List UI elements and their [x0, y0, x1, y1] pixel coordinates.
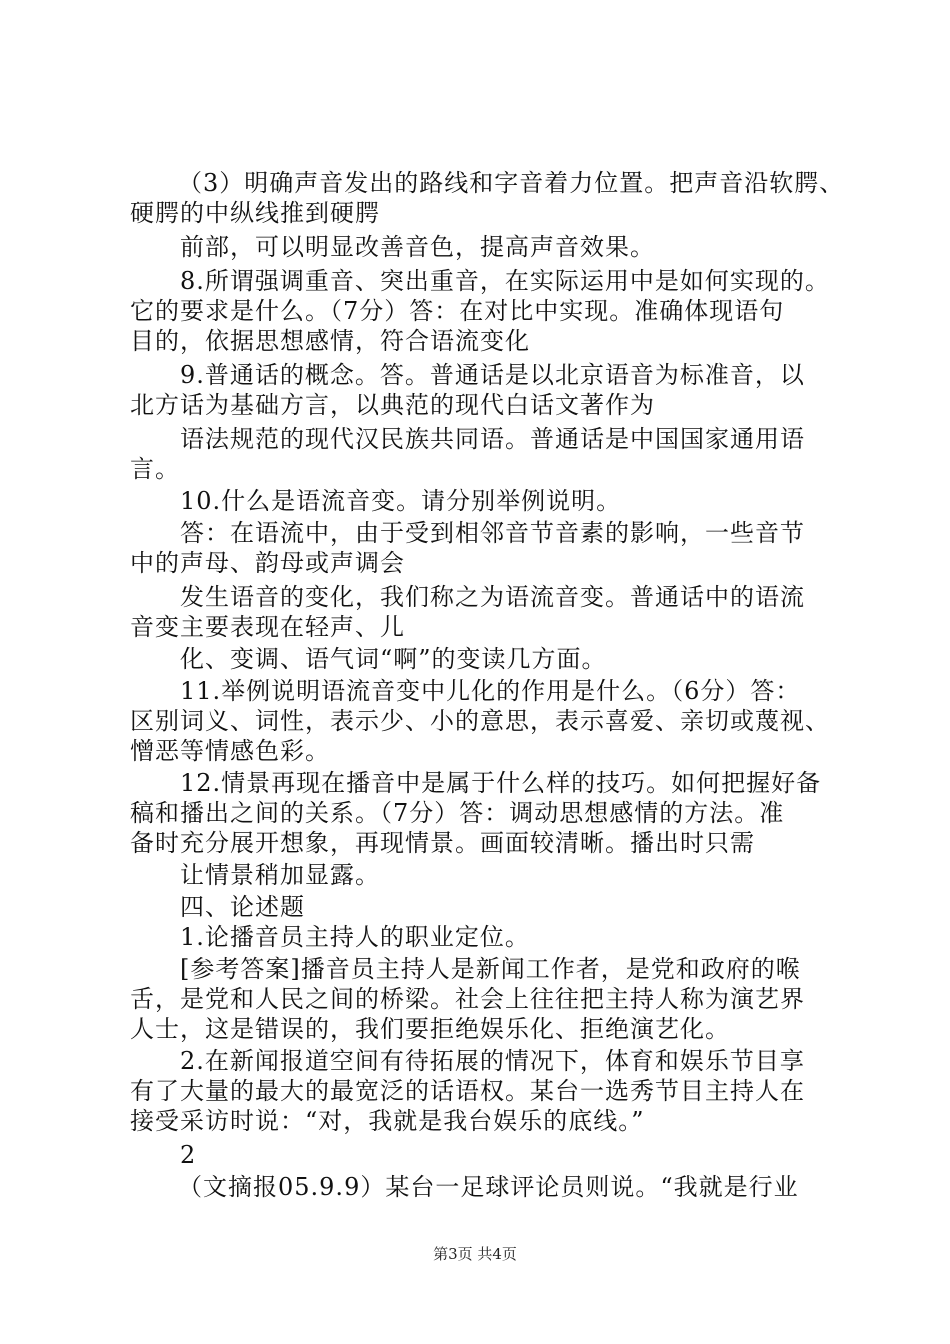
text-line: 化、变调、语气词“啊”的变读几方面。 — [180, 645, 607, 673]
text-line: 9.普通话的概念。答。普通话是以北京语音为标准音，以 — [180, 361, 805, 389]
text-line: 8.所谓强调重音、突出重音，在实际运用中是如何实现的。 — [180, 267, 830, 295]
text-line: 10.什么是语流音变。请分别举例说明。 — [180, 487, 622, 515]
text-line: 2.在新闻报道空间有待拓展的情况下，体育和娱乐节目享 — [180, 1047, 805, 1075]
text-line: 硬腭的中纵线推到硬腭 — [130, 199, 380, 227]
text-line: 人士，这是错误的，我们要拒绝娱乐化、拒绝演艺化。 — [130, 1015, 730, 1043]
text-line: 中的声母、韵母或声调会 — [130, 549, 405, 577]
text-line: 接受采访时说：“对，我就是我台娱乐的底线。” — [130, 1107, 645, 1135]
text-line: （文摘报05.9.9）某台一足球评论员则说。“我就是行业 — [178, 1173, 799, 1201]
text-line: 区别词义、词性，表示少、小的意思，表示喜爱、亲切或蔑视、 — [130, 707, 830, 735]
text-line: 1.论播音员主持人的职业定位。 — [180, 923, 530, 951]
text-line: 舌，是党和人民之间的桥梁。社会上往往把主持人称为演艺界 — [130, 985, 805, 1013]
text-line: 答：在语流中，由于受到相邻音节音素的影响，一些音节 — [180, 519, 805, 547]
text-line: 稿和播出之间的关系。（7分）答：调动思想感情的方法。准 — [130, 799, 785, 827]
text-line: 它的要求是什么。（7分）答：在对比中实现。准确体现语句 — [130, 297, 785, 325]
text-line: 目的，依据思想感情，符合语流变化 — [130, 327, 530, 355]
text-line: 憎恶等情感色彩。 — [130, 737, 330, 765]
text-line: （3）明确声音发出的路线和字音着力位置。把声音沿软腭、 — [178, 169, 845, 197]
text-line: 11.举例说明语流音变中儿化的作用是什么。（6分）答： — [180, 677, 801, 705]
text-line: 有了大量的最大的最宽泛的话语权。某台一选秀节目主持人在 — [130, 1077, 805, 1105]
page-footer: 第3页 共4页 — [433, 1245, 517, 1263]
text-line: [参考答案]播音员主持人是新闻工作者，是党和政府的喉 — [180, 955, 801, 983]
text-line: 12.情景再现在播音中是属于什么样的技巧。如何把握好备 — [180, 769, 822, 797]
text-line: 让情景稍加显露。 — [180, 861, 380, 889]
text-line: 北方话为基础方言，以典范的现代白话文著作为 — [130, 391, 655, 419]
text-line: 言。 — [130, 455, 180, 483]
text-line: 备时充分展开想象，再现情景。画面较清晰。播出时只需 — [130, 829, 755, 857]
text-line: 发生语音的变化，我们称之为语流音变。普通话中的语流 — [180, 583, 805, 611]
text-line: 四、论述题 — [180, 893, 305, 921]
text-line: 音变主要表现在轻声、儿 — [130, 613, 405, 641]
text-line: 2 — [180, 1141, 197, 1169]
text-line: 前部，可以明显改善音色，提高声音效果。 — [180, 233, 655, 261]
text-line: 语法规范的现代汉民族共同语。普通话是中国国家通用语 — [180, 425, 805, 453]
